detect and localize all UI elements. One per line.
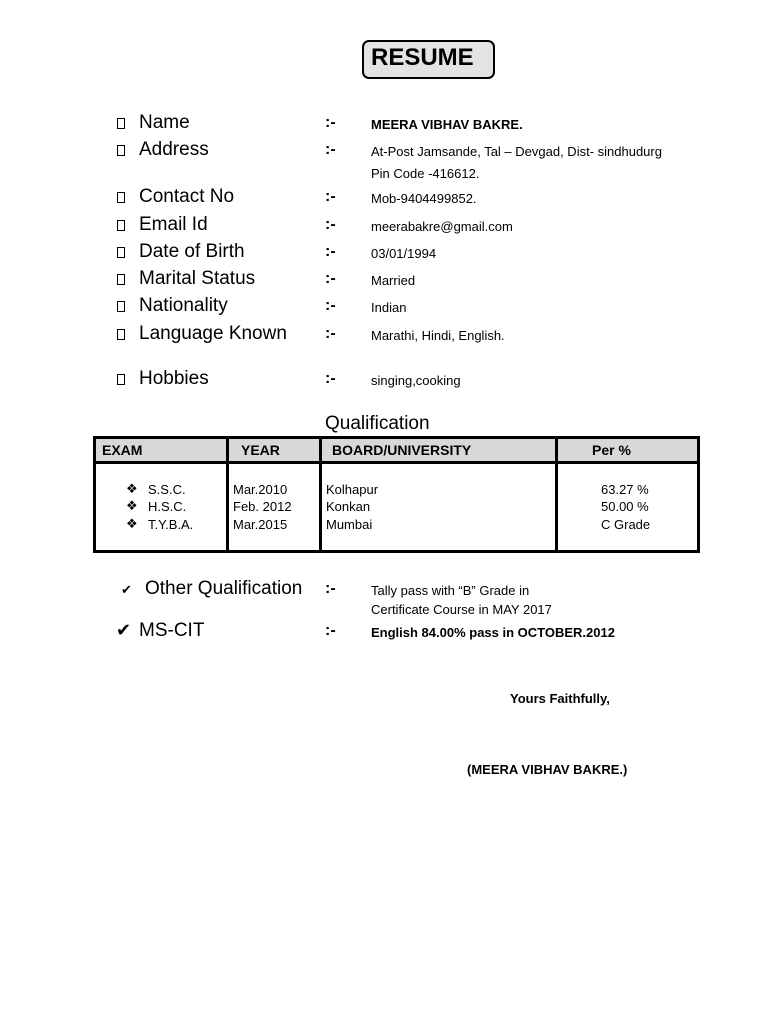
marital-status-value: Married — [371, 273, 416, 288]
contact-label: Contact No — [139, 186, 235, 207]
board-cell: Konkan — [326, 499, 371, 514]
language-value: Marathi, Hindi, English. — [371, 328, 505, 343]
separator: :- — [325, 370, 336, 387]
separator: :- — [325, 270, 336, 287]
column-divider — [555, 439, 558, 550]
separator: :- — [325, 325, 336, 342]
board-cell: Kolhapur — [326, 482, 379, 497]
exam-cell: H.S.C. — [148, 499, 187, 514]
checkmark-icon: ✔ — [116, 620, 132, 640]
column-divider — [319, 439, 322, 550]
year-cell: Mar.2015 — [233, 517, 288, 532]
percent-cell: 50.00 % — [601, 499, 649, 514]
header-board: BOARD/UNIVERSITY — [332, 442, 472, 458]
exam-cell: T.Y.B.A. — [148, 517, 194, 532]
name-label: Name — [139, 112, 190, 133]
marital-status-label: Marital Status — [139, 268, 256, 289]
percent-cell: 63.27 % — [601, 482, 649, 497]
other-qualification-value-line1: Tally pass with “B” Grade in — [371, 583, 530, 598]
percent-cell: C Grade — [601, 517, 651, 532]
diamond-bullet-icon: ❖ — [126, 516, 138, 531]
header-exam: EXAM — [102, 442, 143, 458]
square-bullet-icon — [116, 246, 128, 260]
separator: :- — [325, 622, 336, 639]
address-value-line1: At-Post Jamsande, Tal – Devgad, Dist- sindhudurg — [371, 144, 662, 159]
resume-title: RESUME — [371, 44, 474, 71]
square-bullet-icon — [116, 373, 128, 387]
diamond-bullet-icon: ❖ — [126, 481, 138, 496]
separator: :- — [325, 243, 336, 260]
separator: :- — [325, 580, 336, 597]
board-cell: Mumbai — [326, 517, 373, 532]
year-cell: Feb. 2012 — [233, 499, 292, 514]
separator: :- — [325, 188, 336, 205]
signature-name: (MEERA VIBHAV BAKRE.) — [467, 762, 628, 777]
checkmark-icon: ✔ — [121, 582, 132, 597]
square-bullet-icon — [116, 117, 128, 131]
closing-yours-faithfully: Yours Faithfully, — [510, 691, 610, 706]
square-bullet-icon — [116, 273, 128, 287]
mscit-label: MS-CIT — [139, 620, 205, 641]
email-label: Email Id — [139, 214, 208, 235]
qualification-heading: Qualification — [325, 413, 430, 434]
header-percent: Per % — [592, 442, 631, 458]
square-bullet-icon — [116, 219, 128, 233]
name-value: MEERA VIBHAV BAKRE. — [371, 117, 523, 132]
address-value-line2: Pin Code -416612. — [371, 166, 480, 181]
separator: :- — [325, 216, 336, 233]
square-bullet-icon — [116, 300, 128, 314]
square-bullet-icon — [116, 191, 128, 205]
language-label: Language Known — [139, 323, 287, 344]
nationality-value: Indian — [371, 300, 407, 315]
mscit-value: English 84.00% pass in OCTOBER.2012 — [371, 625, 615, 640]
exam-cell: S.S.C. — [148, 482, 186, 497]
separator: :- — [325, 297, 336, 314]
square-bullet-icon — [116, 328, 128, 342]
hobbies-label: Hobbies — [139, 368, 209, 389]
hobbies-value: singing,cooking — [371, 373, 461, 388]
nationality-label: Nationality — [139, 295, 228, 316]
header-divider — [96, 461, 697, 464]
diamond-bullet-icon: ❖ — [126, 498, 138, 513]
contact-value: Mob-9404499852. — [371, 191, 477, 206]
header-year: YEAR — [241, 442, 280, 458]
separator: :- — [325, 114, 336, 131]
email-value: meerabakre@gmail.com — [371, 219, 513, 234]
column-divider — [226, 439, 229, 550]
address-label: Address — [139, 139, 209, 160]
qualification-table — [93, 436, 700, 553]
dob-value: 03/01/1994 — [371, 246, 437, 261]
square-bullet-icon — [116, 144, 128, 158]
other-qualification-value-line2: Certificate Course in MAY 2017 — [371, 602, 552, 617]
separator: :- — [325, 141, 336, 158]
other-qualification-label: Other Qualification — [145, 578, 303, 599]
dob-label: Date of Birth — [139, 241, 245, 262]
year-cell: Mar.2010 — [233, 482, 288, 497]
